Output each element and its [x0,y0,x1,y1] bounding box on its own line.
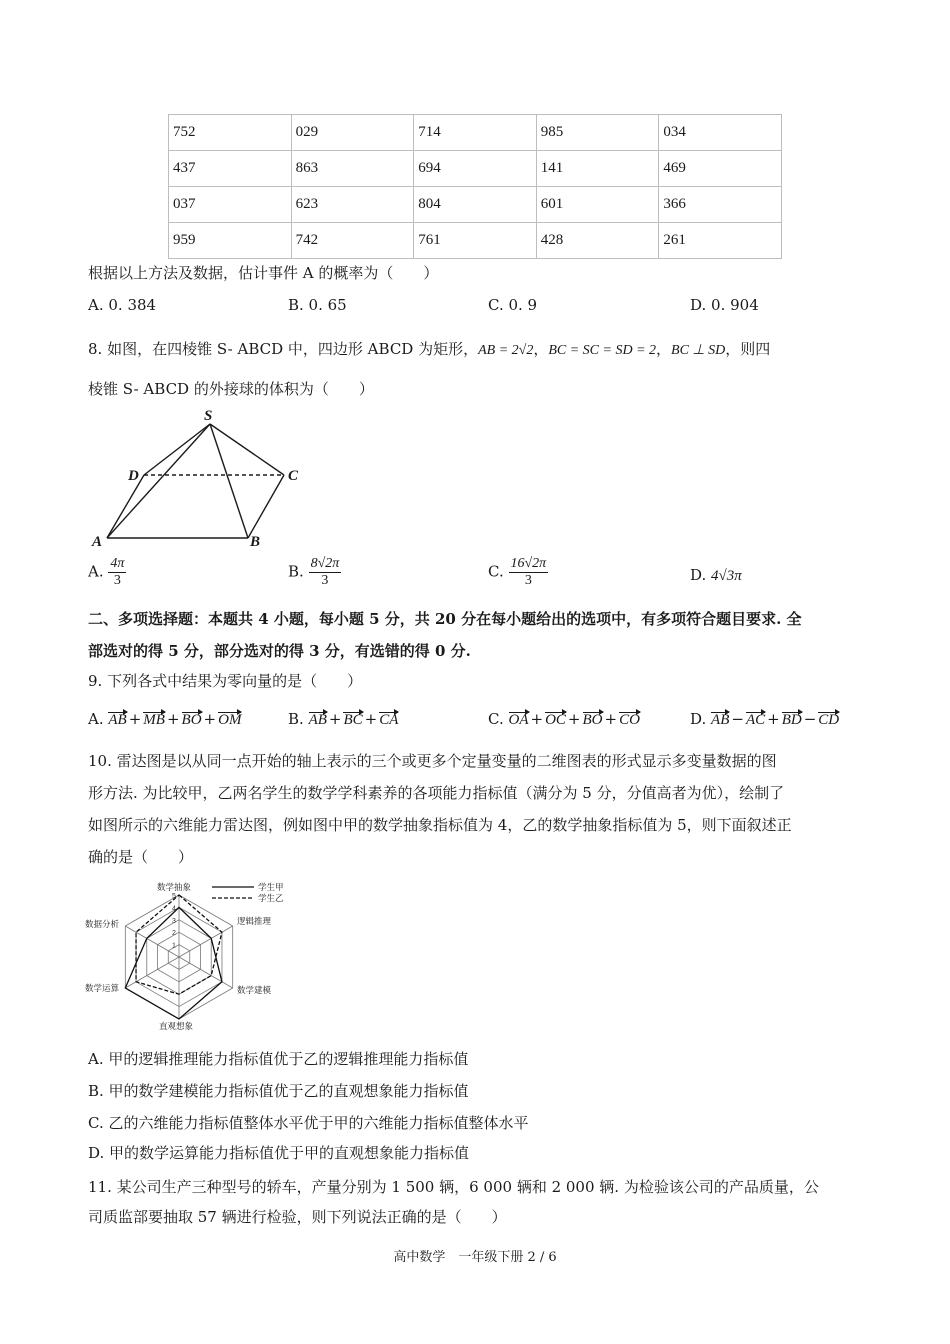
q8-line1: 8. 如图，在四棱锥 S- ABCD 中，四边形 ABCD 为矩形，AB = 2√2，BC = SC = SD = 2，BC ⊥ SD，则四 [88,340,771,358]
q8-cond-perp: BC ⊥ SD [671,343,726,358]
radar-spoke [179,926,233,957]
radar-scale-tick: 1 [172,942,176,950]
table-row [169,223,782,259]
table-cell: 366 [659,187,782,223]
table-cell: 742 [291,223,414,259]
q10-line1: 10. 雷达图是以从同一点开始的轴上表示的三个或更多个定量变量的二维图表的形式显示多变量数据的图 [88,752,777,770]
legend-label: 学生甲 [258,883,284,893]
q8-option-a: A. $\frac{4\pi}{3}$ [88,556,125,588]
table-cell: 141 [536,151,659,187]
operator: + [166,710,180,728]
q10-line2: 形方法. 为比较甲，乙两名学生的数学学科素养的各项能力指标值（满分为 5 分，分值高者为优），绘制了 [88,784,785,802]
operator: + [328,710,342,728]
operator: + [203,710,217,728]
q8-prefix: 8. 如图，在四棱锥 S- ABCD 中，四边形 ABCD 为矩形， [88,340,479,358]
q7-option-c: C. 0. 9 [488,296,538,314]
q9-option-c: C. OA + OC + BO + CO [488,710,640,728]
vector-term: AB [308,712,327,728]
radar-scale-tick: 3 [172,917,176,925]
label-b: B [250,534,261,550]
q11-line2: 司质监部要抽取 57 辆进行检验，则下列说法正确的是（ ） [88,1208,507,1226]
table-cell: 261 [659,223,782,259]
radar-spoke [125,926,179,957]
radar-axis-label: 数学抽象 [157,883,192,893]
table-cell: 752 [169,115,292,151]
q11-line1: 11. 某公司生产三种型号的轿车，产量分别为 1 500 辆，6 000 辆和 2 000 辆. 为检验该公司的产品质量，公 [88,1178,819,1196]
vector-term: OA [508,712,529,728]
radar-scale-tick: 4 [172,905,176,913]
label-d: D [128,468,139,484]
table-row [169,151,782,187]
q9-stem: 9. 下列各式中结果为零向量的是（ ） [88,672,363,690]
table-cell: 863 [291,151,414,187]
q8-line2: 棱锥 S- ABCD 的外接球的体积为（ ） [88,380,374,398]
page-footer: 高中数学 一年级下册 2 / 6 [393,1250,557,1265]
vector-term: BO [582,712,603,728]
table-cell: 761 [414,223,537,259]
q9-option-a: A. AB + MB + BO + OM [88,710,242,728]
legend-label: 学生乙 [258,894,284,904]
q10-option-d: D. 甲的数学运算能力指标值优于甲的直观想象能力指标值 [88,1144,470,1162]
q8-suffix: ，则四 [725,340,771,358]
operator: − [803,710,817,728]
radar-axis-label: 直观想象 [159,1022,194,1032]
vector-term: BC [343,712,363,728]
q7-option-d: D. 0. 904 [690,296,759,314]
vector-term: BD [781,712,802,728]
radar-scale-tick: 2 [172,930,176,938]
radar-spoke [125,957,179,988]
radar-axis-label: 逻辑推理 [237,917,272,927]
table-cell: 804 [414,187,537,223]
q10-option-a: A. 甲的逻辑推理能力指标值优于乙的逻辑推理能力指标值 [88,1050,469,1068]
table-cell: 029 [291,115,414,151]
vector-term: AC [745,712,766,728]
q8-option-c: C. $\frac{16√2\pi}{3}$ [488,556,547,588]
q9-option-b: B. AB + BC + CA [288,710,399,728]
operator: + [604,710,618,728]
edge-sc [210,424,284,475]
operator: + [128,710,142,728]
vector-term: CA [379,712,399,728]
label-a: A [92,534,103,550]
table-cell: 469 [659,151,782,187]
label-s: S [204,408,213,424]
q10-line3: 如图所示的六维能力雷达图，例如图中甲的数学抽象指标值为 4，乙的数学抽象指标值为 5，则下面叙述正 [88,816,792,834]
q10-option-c: C. 乙的六维能力指标值整体水平优于甲的六维能力指标值整体水平 [88,1114,529,1132]
section2-heading-line2: 部选对的得 5 分，部分选对的得 3 分，有选错的得 0 分. [88,642,471,660]
radar-chart [84,876,314,1034]
vector-term: OC [545,712,566,728]
table-cell: 601 [536,187,659,223]
q8-option-d: D. 4√3π [690,566,742,584]
operator: + [364,710,378,728]
radar-axis-label: 数据分析 [84,920,119,930]
vector-term: OM [218,712,242,728]
vector-term: BO [181,712,202,728]
pyramid-figure [88,408,318,550]
vector-term: MB [143,712,165,728]
table-cell: 623 [291,187,414,223]
random-number-table [168,114,782,259]
q7-option-b: B. 0. 65 [288,296,347,314]
vector-term: AB [108,712,127,728]
q10-option-b: B. 甲的数学建模能力指标值优于乙的直观想象能力指标值 [88,1082,469,1100]
table-row [169,187,782,223]
edge-sd [144,424,210,475]
q8-cond-ab: AB = 2√2 [478,343,534,358]
vector-term: AB [711,712,730,728]
table-cell: 428 [536,223,659,259]
operator: + [530,710,544,728]
edge-ad [107,475,144,538]
q8-option-b: B. $\frac{8√2\pi}{3}$ [288,556,340,588]
edge-bc [248,475,284,538]
q10-line4: 确的是（ ） [88,848,194,866]
operator: + [767,710,780,728]
table-cell: 037 [169,187,292,223]
vector-term: CO [619,712,640,728]
table-cell: 694 [414,151,537,187]
table-row [169,115,782,151]
table-cell: 034 [659,115,782,151]
radar-scale-tick: 5 [172,893,176,900]
q8-cond-bc: BC = SC = SD = 2 [548,343,657,358]
table-cell: 714 [414,115,537,151]
table-cell: 437 [169,151,292,187]
edge-sb [210,424,248,538]
operator: + [567,710,581,728]
section2-heading-line1: 二、多项选择题：本题共 4 小题，每小题 5 分，共 20 分在每小题给出的选项中，有多项符合题目要求. 全 [88,610,802,628]
table-cell: 959 [169,223,292,259]
radar-axis-label: 数学建模 [237,986,272,996]
table-cell: 985 [536,115,659,151]
radar-axis-label: 数学运算 [84,984,119,994]
radar-spoke [179,957,233,988]
edge-sa [107,424,210,538]
q9-option-d: D. AB − AC + BD − CD [690,710,840,728]
q7-stem: 根据以上方法及数据，估计事件 A 的概率为（ ） [88,264,439,282]
q7-option-a: A. 0. 384 [88,296,157,314]
vector-term: CD [818,712,840,728]
operator: − [731,710,744,728]
label-c: C [288,468,299,484]
